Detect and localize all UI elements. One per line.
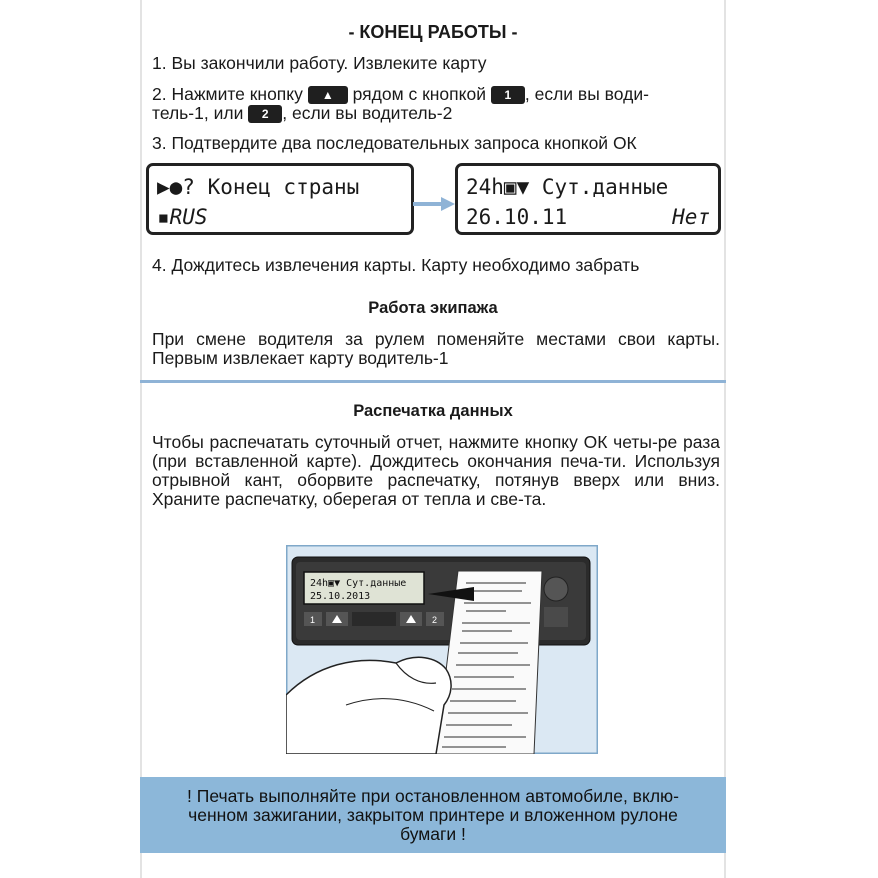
display-daily-data — [455, 163, 721, 235]
step-3: 3. Подтвердите два последовательных запроса кнопкой ОК — [152, 133, 637, 153]
step-2-line-2 — [152, 102, 452, 124]
device-lcd-row-2: 25.10.2013 — [310, 591, 371, 602]
device-printer-lid — [544, 607, 568, 627]
printout-heading: Распечатка данных — [353, 402, 513, 420]
up-arrow-key-icon: ▲ — [308, 86, 348, 104]
tachograph-printout-illustration — [286, 545, 598, 754]
display-answer-no: Нет — [672, 205, 710, 229]
device-lcd-row-1: 24h▣▼ Сут.данные — [310, 578, 407, 589]
step-4: 4. Дождитесь извлечения карты. Карту необходимо забрать — [152, 255, 640, 275]
device-button-2-label: 2 — [432, 615, 438, 625]
printout-text: Чтобы распечатать суточный отчет, нажмите кнопку ОК четы-ре раза (при вставленной карте). Дождитесь окончания печа-ти. Используя отрывной кант, оборвите распечатку, потянув вверх или вниз. Храните распечатку, оберегая от тепла и све-та. — [152, 432, 720, 509]
warning-notice-text: ! Печать выполняйте при остановленном автомобиле, вклю-ченном зажигании, закрытом принтере и вложенном рулоне бумаги ! — [187, 785, 679, 844]
display-left-row-2: ▪RUS — [157, 205, 208, 229]
display-right-row-2 — [466, 204, 710, 230]
step-2-text-a: 2. Нажмите кнопку — [152, 84, 303, 104]
step-2-text-d: тель-1, или — [152, 103, 244, 123]
device-card-slot — [352, 612, 396, 626]
warning-notice — [140, 777, 726, 853]
display-left-row-1: ▶●? Конец страны — [157, 175, 360, 199]
display-date: 26.10.11 — [466, 205, 568, 229]
display-right-row-1: 24h▣▼ Сут.данные — [466, 175, 669, 199]
page-title: - КОНЕЦ РАБОТЫ - — [348, 22, 518, 42]
arrow-right-icon — [413, 196, 455, 212]
display-country-end — [146, 163, 414, 235]
step-2-text-e: , если вы водитель-2 — [282, 103, 453, 123]
driver-2-key-icon: 2 — [248, 105, 282, 123]
crew-text: При смене водителя за рулем поменяйте местами свои карты. Первым извлекает карту водитель-1 — [152, 329, 720, 368]
driver-1-key-icon: 1 — [491, 86, 525, 104]
step-2-text-c: , если вы води- — [524, 84, 649, 104]
step-1: 1. Вы закончили работу. Извлеките карту — [152, 53, 487, 73]
device-button-1-label: 1 — [310, 615, 316, 625]
device-knob — [544, 577, 568, 601]
step-2-text-b: рядом с кнопкой — [352, 84, 486, 104]
crew-heading: Работа экипажа — [368, 299, 498, 317]
section-divider — [140, 380, 726, 383]
